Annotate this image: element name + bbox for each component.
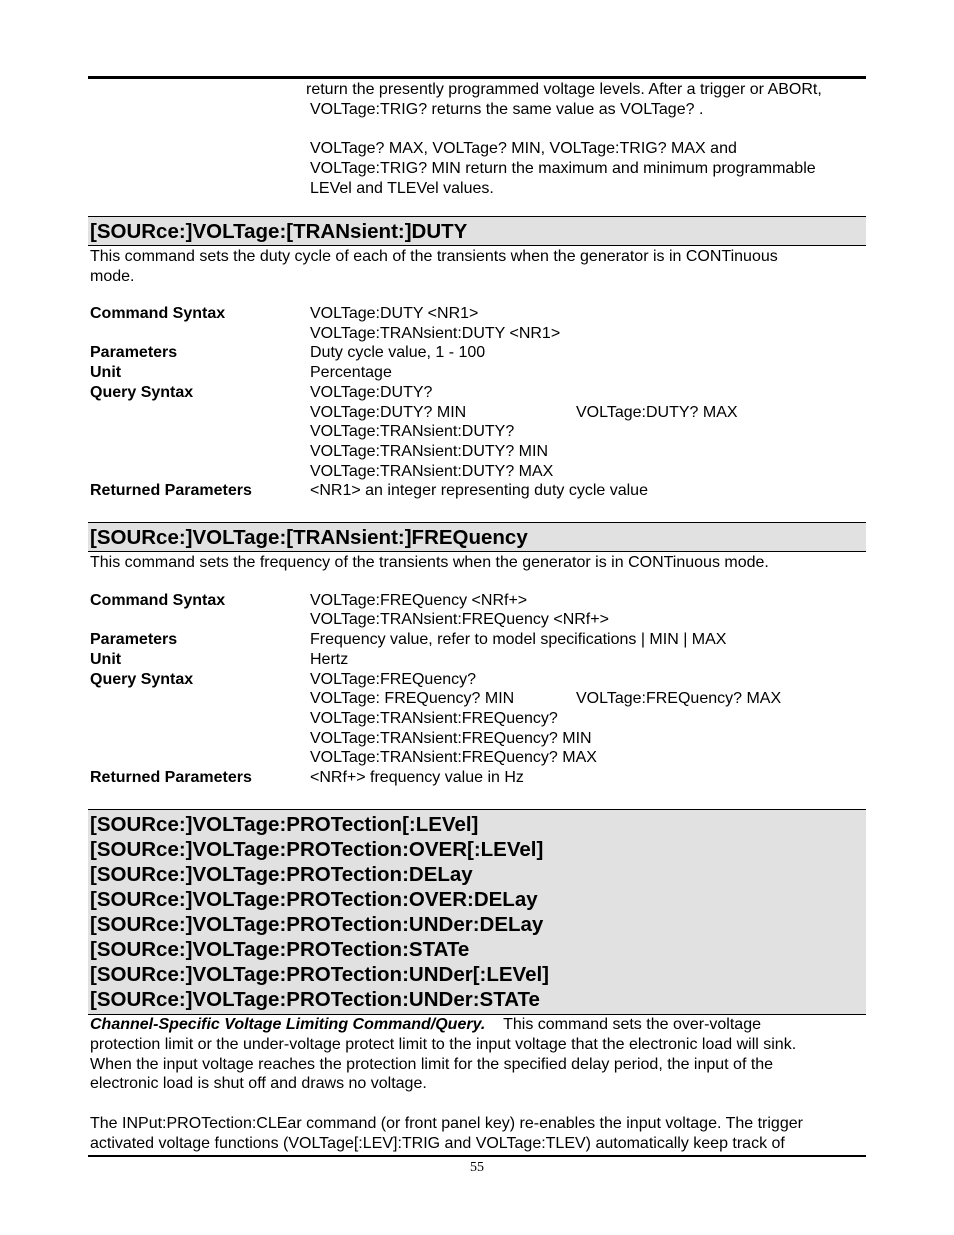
intro-line: LEVel and TLEVel values. <box>310 180 494 197</box>
query-syntax-value: VOLTage:TRANsient:DUTY? MIN <box>310 443 548 460</box>
query-syntax-value: VOLTage:TRANsient:FREQuency? MAX <box>310 749 597 766</box>
command-syntax-value: VOLTage:DUTY <NR1> <box>310 305 479 322</box>
intro-line: VOLTage? MAX, VOLTage? MIN, VOLTage:TRIG? MAX and <box>310 140 737 157</box>
protection-heading: [SOURce:]VOLTage:PROTection:OVER[:LEVel] <box>90 838 544 861</box>
protection-paragraph-line <box>90 1015 761 1035</box>
returned-parameters-label: Returned Parameters <box>90 482 252 499</box>
query-syntax-value: VOLTage:DUTY? MIN <box>310 404 467 421</box>
page-number: 55 <box>470 1160 484 1175</box>
query-syntax-value: VOLTage: FREQuency? MIN <box>310 690 515 707</box>
protection-heading: [SOURce:]VOLTage:PROTection[:LEVel] <box>90 813 479 836</box>
duty-heading-box <box>88 216 866 246</box>
protection-body: electronic load is shut off and draws no voltage. <box>90 1075 427 1092</box>
top-rule <box>88 76 866 79</box>
duty-description: mode. <box>90 268 135 285</box>
query-syntax-value: VOLTage:TRANsient:DUTY? <box>310 423 515 440</box>
protection-heading: [SOURce:]VOLTage:PROTection:OVER:DELay <box>90 888 538 911</box>
command-syntax-label: Command Syntax <box>90 305 226 322</box>
query-syntax-value: VOLTage:TRANsient:FREQuency? MIN <box>310 730 592 747</box>
query-syntax-label: Query Syntax <box>90 384 194 401</box>
parameters-value: Duty cycle value, 1 - 100 <box>310 344 486 361</box>
intro-line: return the presently programmed voltage levels. After a trigger or ABORt, <box>306 81 822 98</box>
query-syntax-value: VOLTage:TRANsient:FREQuency? <box>310 710 558 727</box>
unit-label: Unit <box>90 364 122 381</box>
protection-heading: [SOURce:]VOLTage:PROTection:UNDer:STATe <box>90 988 540 1011</box>
bottom-rule <box>88 1155 866 1157</box>
protection-body: activated voltage functions (VOLTage[:LEV]:TRIG and VOLTage:TLEV) automatically keep track of <box>90 1135 785 1152</box>
protection-heading: [SOURce:]VOLTage:PROTection:UNDer:DELay <box>90 913 544 936</box>
duty-description: This command sets the duty cycle of each of the transients when the generator is in CONTinuous <box>90 248 778 265</box>
query-syntax-label: Query Syntax <box>90 671 194 688</box>
protection-body: This command sets the over-voltage <box>503 1016 761 1033</box>
command-syntax-value: VOLTage:TRANsient:DUTY <NR1> <box>310 325 561 342</box>
query-syntax-value: VOLTage:TRANsient:DUTY? MAX <box>310 463 554 480</box>
unit-label: Unit <box>90 651 122 668</box>
intro-line: VOLTage:TRIG? returns the same value as VOLTage? . <box>310 101 704 118</box>
frequency-heading-box <box>88 522 866 552</box>
duty-heading: [SOURce:]VOLTage:[TRANsient:]DUTY <box>90 220 468 243</box>
frequency-description: This command sets the frequency of the transients when the generator is in CONTinuous mode. <box>90 554 769 571</box>
returned-parameters-value: <NR1> an integer representing duty cycle value <box>310 482 648 499</box>
query-syntax-value: VOLTage:FREQuency? MAX <box>576 690 782 707</box>
parameters-value: Frequency value, refer to model specifications | MIN | MAX <box>310 631 727 648</box>
returned-parameters-label: Returned Parameters <box>90 769 252 786</box>
protection-heading-box <box>88 809 866 1015</box>
query-syntax-value: VOLTage:DUTY? <box>310 384 433 401</box>
protection-heading: [SOURce:]VOLTage:PROTection:STATe <box>90 938 470 961</box>
parameters-label: Parameters <box>90 631 178 648</box>
command-syntax-value: VOLTage:TRANsient:FREQuency <NRf+> <box>310 611 609 628</box>
parameters-label: Parameters <box>90 344 178 361</box>
protection-body: protection limit or the under-voltage protect limit to the input voltage that the electronic load will sink. <box>90 1036 797 1053</box>
frequency-heading: [SOURce:]VOLTage:[TRANsient:]FREQuency <box>90 526 528 549</box>
protection-heading: [SOURce:]VOLTage:PROTection:DELay <box>90 863 473 886</box>
intro-line: VOLTage:TRIG? MIN return the maximum and minimum programmable <box>310 160 816 177</box>
protection-heading: [SOURce:]VOLTage:PROTection:UNDer[:LEVel] <box>90 963 550 986</box>
query-syntax-value: VOLTage:FREQuency? <box>310 671 477 688</box>
unit-value: Percentage <box>310 364 392 381</box>
unit-value: Hertz <box>310 651 349 668</box>
protection-body: When the input voltage reaches the protection limit for the specified delay period, the input of the <box>90 1056 774 1073</box>
command-syntax-label: Command Syntax <box>90 592 226 609</box>
protection-body: The INPut:PROTection:CLEar command (or front panel key) re-enables the input voltage. The trigger <box>90 1115 803 1132</box>
protection-lead: Channel-Specific Voltage Limiting Command/Query. <box>90 1016 486 1033</box>
query-syntax-value: VOLTage:DUTY? MAX <box>576 404 738 421</box>
command-syntax-value: VOLTage:FREQuency <NRf+> <box>310 592 528 609</box>
returned-parameters-value: <NRf+> frequency value in Hz <box>310 769 524 786</box>
